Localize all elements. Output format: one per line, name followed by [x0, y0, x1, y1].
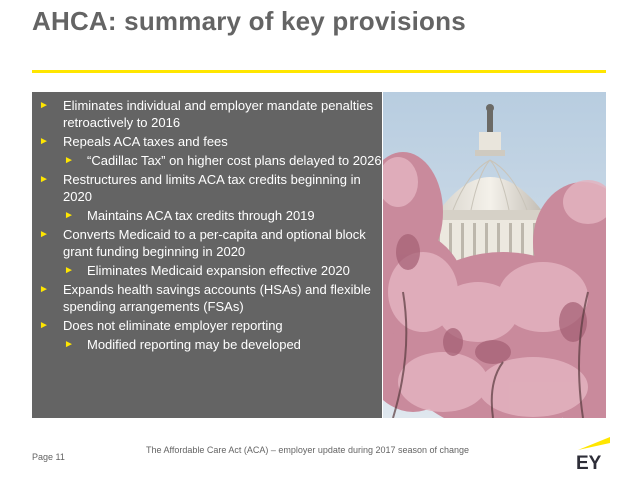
- bullet-arrow-icon: ►: [39, 136, 49, 147]
- bullet-arrow-icon: ►: [39, 174, 49, 185]
- bullet-text: Modified reporting may be developed: [87, 337, 301, 352]
- bullet-item: [32, 317, 382, 334]
- bullet-arrow-icon: ►: [64, 339, 74, 350]
- bullet-text: Converts Medicaid to a per-capita and optional block grant funding beginning in 2020: [63, 227, 366, 259]
- sub-bullet-item: [32, 336, 382, 353]
- title-divider: [32, 70, 606, 73]
- bullet-item: [32, 226, 382, 260]
- bullet-arrow-icon: ►: [64, 210, 74, 221]
- sub-bullet-item: [32, 207, 382, 224]
- bullet-text: Eliminates Medicaid expansion effective 2020: [87, 263, 350, 278]
- bullet-text: Repeals ACA taxes and fees: [63, 134, 228, 149]
- footer-caption: The Affordable Care Act (ACA) – employer update during 2017 season of change: [146, 445, 470, 455]
- capitol-photo: [383, 92, 606, 418]
- bullet-arrow-icon: ►: [39, 100, 49, 111]
- provisions-panel: [32, 92, 382, 418]
- bullet-item: [32, 97, 382, 131]
- ey-logo-icon: [572, 434, 612, 472]
- bullet-item: [32, 281, 382, 315]
- bullet-text: Does not eliminate employer reporting: [63, 318, 283, 333]
- bullet-item: [32, 171, 382, 205]
- ey-logo-text: EY: [576, 453, 602, 472]
- bullet-arrow-icon: ►: [64, 265, 74, 276]
- bullet-item: [32, 133, 382, 150]
- page-number: Page 11: [32, 452, 65, 462]
- sub-bullet-item: [32, 152, 382, 169]
- sub-bullet-item: [32, 262, 382, 279]
- bullet-list: [32, 97, 382, 355]
- ey-logo: [572, 434, 612, 472]
- bullet-text: “Cadillac Tax” on higher cost plans delayed to 2026: [87, 153, 382, 168]
- bullet-text: Eliminates individual and employer mandate penalties retroactively to 2016: [63, 98, 374, 130]
- bullet-text: Expands health savings accounts (HSAs) and flexible spending arrangements (FSAs): [63, 282, 371, 314]
- page-title: AHCA: summary of key provisions: [32, 6, 466, 36]
- bullet-text: Restructures and limits ACA tax credits beginning in 2020: [63, 172, 361, 204]
- capitol-image: [383, 92, 606, 418]
- bullet-arrow-icon: ►: [64, 155, 74, 166]
- bullet-text: Maintains ACA tax credits through 2019: [87, 208, 315, 223]
- bullet-arrow-icon: ►: [39, 320, 49, 331]
- bullet-arrow-icon: ►: [39, 284, 49, 295]
- bullet-arrow-icon: ►: [39, 229, 49, 240]
